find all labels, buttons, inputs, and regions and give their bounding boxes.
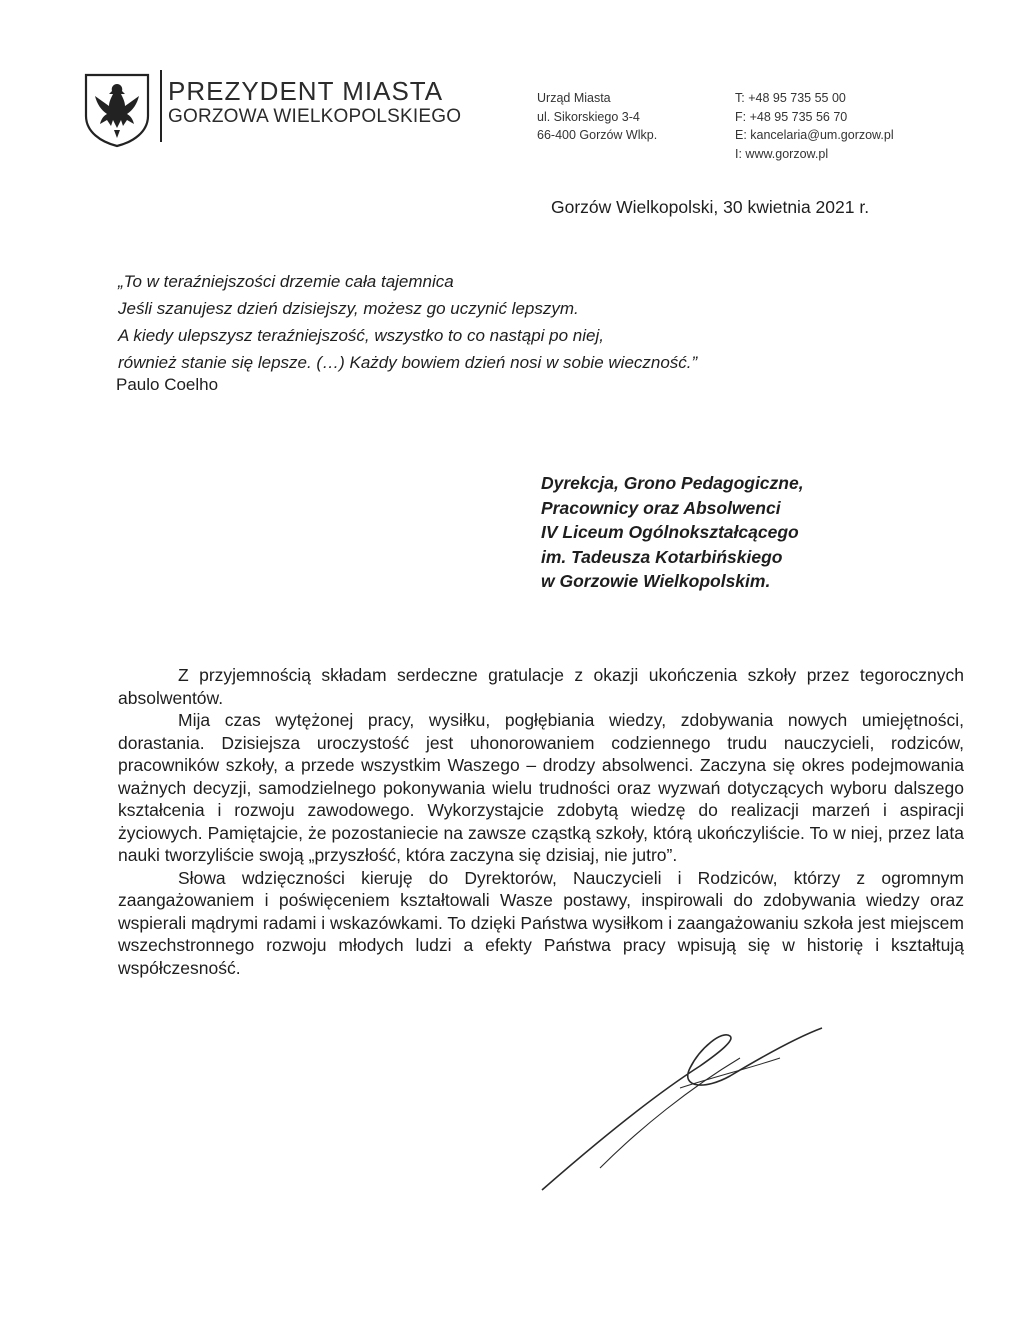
eagle-crest-icon <box>83 72 151 148</box>
recipient-line: w Gorzowie Wielkopolskim. <box>541 571 771 592</box>
letter-body <box>118 664 964 979</box>
quote-line: A kiedy ulepszysz teraźniejszość, wszystko to co nastąpi po niej, <box>118 326 604 345</box>
recipient-line: im. Tadeusza Kotarbińskiego <box>541 546 783 567</box>
quote-line: również stanie się lepsze. (…) Każdy bowiem dzień nosi w sobie wieczność.” <box>118 353 698 372</box>
contact-phone: T: +48 95 735 55 00 <box>735 91 846 105</box>
body-paragraph: Słowa wdzięczności kieruję do Dyrektorów, Nauczycieli i Rodziców, którzy z ogromnym zaangażowaniem i poświęceniem kształtowali Wasze postawy, inspirowali do zdobywania wiedzy oraz wspierali mądrymi radami i wskazówkami. To dzięki Państwa wysiłkom i zaangażowaniu szkoła jest miejscem wszechstronnego rozwoju młodych ludzi a efekty Państwa pracy wpisują się w historię i kształtują współczesność. <box>118 867 964 978</box>
contact-email: E: kancelaria@um.gorzow.pl <box>735 128 894 142</box>
address-line: Urząd Miasta <box>537 91 611 105</box>
office-address <box>537 89 657 145</box>
recipient-line: Dyrekcja, Grono Pedagogiczne, <box>541 473 804 493</box>
address-line: ul. Sikorskiego 3-4 <box>537 109 640 124</box>
recipient-line: IV Liceum Ogólnokształcącego <box>541 522 799 543</box>
quote <box>118 268 697 376</box>
contact-info <box>735 89 894 163</box>
quote-author: Paulo Coelho <box>116 375 219 394</box>
quote-line: Jeśli szanujesz dzień dzisiejszy, możesz go uczynić lepszym. <box>118 299 579 318</box>
letter-date: Gorzów Wielkopolski, 30 kwietnia 2021 r. <box>551 197 870 217</box>
letterhead-subtitle: GORZOWA WIELKOPOLSKIEGO <box>168 106 462 127</box>
address-line: 66-400 Gorzów Wlkp. <box>537 128 658 142</box>
handwritten-signature <box>530 1018 850 1198</box>
contact-website: I: www.gorzow.pl <box>735 146 829 161</box>
quote-line: „To w teraźniejszości drzemie cała tajemnica <box>118 272 454 291</box>
contact-fax: F: +48 95 735 56 70 <box>735 109 848 124</box>
recipient-line: Pracownicy oraz Absolwenci <box>541 497 781 518</box>
body-paragraph: Z przyjemnością składam serdeczne gratulacje z okazji ukończenia szkoły przez tegorocznych absolwentów. <box>118 665 964 708</box>
letterhead-divider <box>160 70 162 142</box>
letterhead-title: PREZYDENT MIASTA <box>168 76 444 106</box>
recipient-block <box>541 471 804 594</box>
body-paragraph: Mija czas wytężonej pracy, wysiłku, pogłębiania wiedzy, zdobywania nowych umiejętności, dorastania. Dzisiejsza uroczystość jest uhonorowaniem codziennego trudu nauczycieli, rodziców, pracowników szkoły, a przede wszystkim Waszego – drodzy absolwenci. Zaczyna się okres podejmowania ważnych decyzji, samodzielnego pokonywania wielu trudności oraz wyzwań dotyczących wyboru dalszego kształcenia i rozwoju zawodowego. Wykorzystajcie zdobytą wiedzę do realizacji marzeń i aspiracji życiowych. Pamiętajcie, że pozostaniecie na zawsze cząstką szkoły, którą ukończyliście. To w niej, przez lata nauki tworzyliście swoją „przyszłość, która zaczyna się dzisiaj, nie jutro”. <box>118 710 964 865</box>
